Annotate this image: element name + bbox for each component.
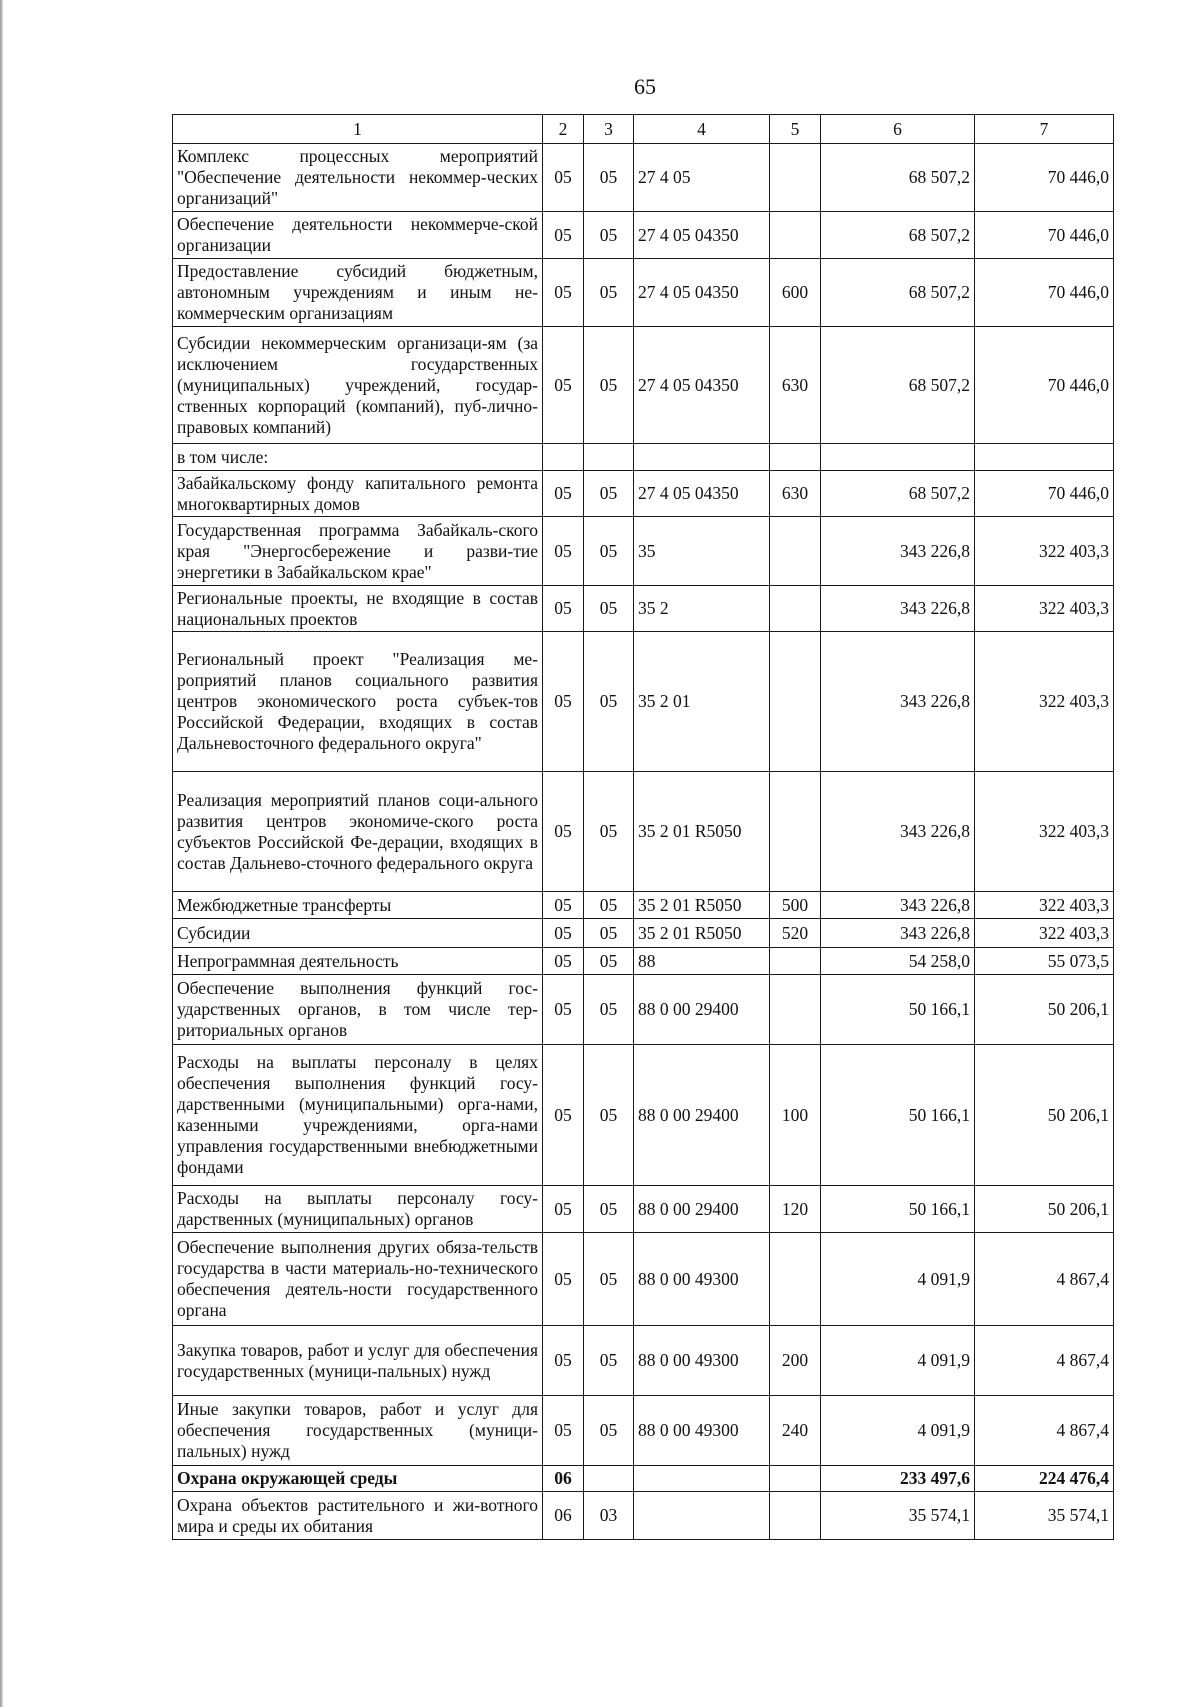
row-expense-type bbox=[770, 144, 821, 212]
row-amount-year-2: 322 403,3 bbox=[975, 632, 1114, 772]
row-section: 06 bbox=[543, 1492, 584, 1540]
table-header-row bbox=[173, 115, 1114, 144]
table-row bbox=[173, 919, 1114, 948]
row-amount-year-1: 50 166,1 bbox=[821, 975, 975, 1045]
row-amount-year-2: 224 476,4 bbox=[975, 1466, 1114, 1492]
row-amount-year-2: 55 073,5 bbox=[975, 948, 1114, 975]
table-row bbox=[173, 948, 1114, 975]
table-row bbox=[173, 1492, 1114, 1540]
row-target-article: 27 4 05 04350 bbox=[634, 471, 770, 517]
row-subsection bbox=[584, 1466, 634, 1492]
table-row bbox=[173, 1396, 1114, 1466]
row-subsection: 05 bbox=[584, 632, 634, 772]
row-subsection: 05 bbox=[584, 892, 634, 919]
row-amount-year-1: 68 507,2 bbox=[821, 212, 975, 259]
table-row bbox=[173, 975, 1114, 1045]
row-amount-year-1: 68 507,2 bbox=[821, 471, 975, 517]
row-section: 05 bbox=[543, 517, 584, 586]
row-expense-type: 100 bbox=[770, 1045, 821, 1186]
row-amount-year-1: 343 226,8 bbox=[821, 632, 975, 772]
row-section: 05 bbox=[543, 772, 584, 892]
row-amount-year-2: 70 446,0 bbox=[975, 259, 1114, 327]
row-expense-type: 600 bbox=[770, 259, 821, 327]
row-expense-type bbox=[770, 1466, 821, 1492]
row-amount-year-1: 4 091,9 bbox=[821, 1233, 975, 1326]
table-row bbox=[173, 327, 1114, 444]
row-target-article: 88 0 00 29400 bbox=[634, 1045, 770, 1186]
row-section: 05 bbox=[543, 632, 584, 772]
row-section: 05 bbox=[543, 948, 584, 975]
row-name: Закупка товаров, работ и услуг для обеспечения государственных (муници-пальных) нужд bbox=[173, 1326, 543, 1396]
row-amount-year-1: 50 166,1 bbox=[821, 1045, 975, 1186]
row-target-article: 27 4 05 04350 bbox=[634, 212, 770, 259]
row-target-article: 27 4 05 04350 bbox=[634, 259, 770, 327]
row-section: 05 bbox=[543, 1045, 584, 1186]
row-name: Охрана окружающей среды bbox=[173, 1466, 543, 1492]
row-name: Обеспечение выполнения функций гос-ударственных органов, в том числе тер-риториальных органов bbox=[173, 975, 543, 1045]
row-amount-year-2: 70 446,0 bbox=[975, 144, 1114, 212]
row-target-article: 88 bbox=[634, 948, 770, 975]
row-expense-type bbox=[770, 444, 821, 471]
row-section: 05 bbox=[543, 212, 584, 259]
row-amount-year-2: 50 206,1 bbox=[975, 1186, 1114, 1233]
row-subsection: 05 bbox=[584, 772, 634, 892]
table-row bbox=[173, 444, 1114, 471]
row-expense-type: 630 bbox=[770, 471, 821, 517]
row-expense-type: 200 bbox=[770, 1326, 821, 1396]
row-name: Субсидии некоммерческим организаци-ям (за исключением государственных (муниципальных) учреждений, государ-ственных корпораций (компаний), пуб-лично-правовых компаний) bbox=[173, 327, 543, 444]
row-expense-type: 240 bbox=[770, 1396, 821, 1466]
row-subsection: 05 bbox=[584, 948, 634, 975]
row-expense-type bbox=[770, 1492, 821, 1540]
row-name: Непрограммная деятельность bbox=[173, 948, 543, 975]
row-subsection: 05 bbox=[584, 919, 634, 948]
row-target-article bbox=[634, 1466, 770, 1492]
row-amount-year-2: 4 867,4 bbox=[975, 1233, 1114, 1326]
row-section: 05 bbox=[543, 471, 584, 517]
row-amount-year-2: 70 446,0 bbox=[975, 212, 1114, 259]
row-section: 05 bbox=[543, 327, 584, 444]
header-cell-2: 2 bbox=[543, 115, 584, 144]
row-section: 05 bbox=[543, 144, 584, 212]
table-row bbox=[173, 1186, 1114, 1233]
row-section: 05 bbox=[543, 975, 584, 1045]
row-target-article bbox=[634, 1492, 770, 1540]
row-subsection bbox=[584, 444, 634, 471]
table-row bbox=[173, 1045, 1114, 1186]
row-expense-type bbox=[770, 586, 821, 632]
row-amount-year-1: 233 497,6 bbox=[821, 1466, 975, 1492]
row-section: 05 bbox=[543, 892, 584, 919]
row-expense-type bbox=[770, 212, 821, 259]
row-amount-year-2: 70 446,0 bbox=[975, 471, 1114, 517]
row-amount-year-2: 322 403,3 bbox=[975, 772, 1114, 892]
row-expense-type bbox=[770, 948, 821, 975]
row-subsection: 05 bbox=[584, 586, 634, 632]
row-expense-type bbox=[770, 517, 821, 586]
row-amount-year-2 bbox=[975, 444, 1114, 471]
row-amount-year-1: 343 226,8 bbox=[821, 919, 975, 948]
header-cell-7: 7 bbox=[975, 115, 1114, 144]
table-row bbox=[173, 517, 1114, 586]
row-target-article: 88 0 00 49300 bbox=[634, 1233, 770, 1326]
row-target-article: 35 2 01 R5050 bbox=[634, 772, 770, 892]
row-name: Реализация мероприятий планов соци-ального развития центров экономиче-ского роста субъектов Российской Фе-дерации, входящих в состав Дальнево-сточного федерального округа bbox=[173, 772, 543, 892]
header-cell-3: 3 bbox=[584, 115, 634, 144]
row-expense-type bbox=[770, 1233, 821, 1326]
row-section bbox=[543, 444, 584, 471]
row-subsection: 05 bbox=[584, 471, 634, 517]
row-amount-year-2: 4 867,4 bbox=[975, 1396, 1114, 1466]
row-subsection: 05 bbox=[584, 144, 634, 212]
row-name: в том числе: bbox=[173, 444, 543, 471]
row-amount-year-2: 322 403,3 bbox=[975, 892, 1114, 919]
row-name: Иные закупки товаров, работ и услуг для обеспечения государственных (муници-пальных) нужд bbox=[173, 1396, 543, 1466]
row-target-article: 35 2 01 R5050 bbox=[634, 919, 770, 948]
row-subsection: 05 bbox=[584, 1396, 634, 1466]
header-cell-4: 4 bbox=[634, 115, 770, 144]
row-amount-year-1: 50 166,1 bbox=[821, 1186, 975, 1233]
row-subsection: 05 bbox=[584, 327, 634, 444]
row-amount-year-1: 4 091,9 bbox=[821, 1396, 975, 1466]
row-target-article bbox=[634, 444, 770, 471]
row-name: Региональные проекты, не входящие в состав национальных проектов bbox=[173, 586, 543, 632]
row-amount-year-1 bbox=[821, 444, 975, 471]
row-amount-year-1: 68 507,2 bbox=[821, 259, 975, 327]
page-number: 65 bbox=[634, 74, 656, 99]
row-amount-year-2: 35 574,1 bbox=[975, 1492, 1114, 1540]
scan-edge bbox=[0, 0, 3, 1707]
row-subsection: 05 bbox=[584, 1233, 634, 1326]
row-name: Расходы на выплаты персоналу в целях обеспечения выполнения функций госу-дарственными (муниципальными) орга-нами, казенными учреждениями, орга-нами управления государственными внебюджетными фондами bbox=[173, 1045, 543, 1186]
row-target-article: 27 4 05 bbox=[634, 144, 770, 212]
row-subsection: 05 bbox=[584, 517, 634, 586]
row-amount-year-2: 322 403,3 bbox=[975, 517, 1114, 586]
row-amount-year-2: 50 206,1 bbox=[975, 975, 1114, 1045]
row-amount-year-1: 4 091,9 bbox=[821, 1326, 975, 1396]
table-row bbox=[173, 772, 1114, 892]
row-amount-year-2: 50 206,1 bbox=[975, 1045, 1114, 1186]
row-name: Государственная программа Забайкаль-ского края "Энергосбережение и разви-тие энергетики в Забайкальском крае" bbox=[173, 517, 543, 586]
row-expense-type bbox=[770, 975, 821, 1045]
row-amount-year-1: 343 226,8 bbox=[821, 772, 975, 892]
row-target-article: 88 0 00 49300 bbox=[634, 1396, 770, 1466]
header-cell-6: 6 bbox=[821, 115, 975, 144]
row-target-article: 88 0 00 49300 bbox=[634, 1326, 770, 1396]
row-section: 05 bbox=[543, 586, 584, 632]
row-subsection: 05 bbox=[584, 1326, 634, 1396]
row-target-article: 35 bbox=[634, 517, 770, 586]
row-amount-year-2: 322 403,3 bbox=[975, 919, 1114, 948]
header-cell-5: 5 bbox=[770, 115, 821, 144]
row-name: Охрана объектов растительного и жи-вотного мира и среды их обитания bbox=[173, 1492, 543, 1540]
row-amount-year-1: 343 226,8 bbox=[821, 586, 975, 632]
row-expense-type: 120 bbox=[770, 1186, 821, 1233]
row-amount-year-2: 322 403,3 bbox=[975, 586, 1114, 632]
table-row bbox=[173, 1326, 1114, 1396]
row-name: Региональный проект "Реализация ме-роприятий планов социального развития центров экономического роста субъек-тов Российской Федерации, входящих в состав Дальневосточного федерального округа" bbox=[173, 632, 543, 772]
table-row bbox=[173, 259, 1114, 327]
table-row bbox=[173, 586, 1114, 632]
table-row bbox=[173, 892, 1114, 919]
table-row bbox=[173, 1466, 1114, 1492]
table-row bbox=[173, 212, 1114, 259]
table-row bbox=[173, 632, 1114, 772]
row-amount-year-2: 4 867,4 bbox=[975, 1326, 1114, 1396]
row-section: 05 bbox=[543, 1326, 584, 1396]
row-expense-type bbox=[770, 632, 821, 772]
row-name: Субсидии bbox=[173, 919, 543, 948]
row-expense-type: 500 bbox=[770, 892, 821, 919]
row-amount-year-1: 68 507,2 bbox=[821, 144, 975, 212]
row-amount-year-2: 70 446,0 bbox=[975, 327, 1114, 444]
row-name: Предоставление субсидий бюджетным, автономным учреждениям и иным не-коммерческим организациям bbox=[173, 259, 543, 327]
row-amount-year-1: 54 258,0 bbox=[821, 948, 975, 975]
row-expense-type: 630 bbox=[770, 327, 821, 444]
table-row bbox=[173, 144, 1114, 212]
row-subsection: 05 bbox=[584, 259, 634, 327]
row-expense-type: 520 bbox=[770, 919, 821, 948]
row-section: 05 bbox=[543, 1186, 584, 1233]
table-row bbox=[173, 471, 1114, 517]
row-name: Обеспечение деятельности некоммерче-ской организации bbox=[173, 212, 543, 259]
row-section: 05 bbox=[543, 1233, 584, 1326]
row-target-article: 88 0 00 29400 bbox=[634, 1186, 770, 1233]
row-target-article: 35 2 bbox=[634, 586, 770, 632]
row-subsection: 05 bbox=[584, 212, 634, 259]
row-target-article: 88 0 00 29400 bbox=[634, 975, 770, 1045]
row-target-article: 35 2 01 R5050 bbox=[634, 892, 770, 919]
row-amount-year-1: 35 574,1 bbox=[821, 1492, 975, 1540]
row-subsection: 05 bbox=[584, 1045, 634, 1186]
header-cell-1: 1 bbox=[173, 115, 543, 144]
row-subsection: 03 bbox=[584, 1492, 634, 1540]
row-name: Комплекс процессных мероприятий "Обеспечение деятельности некоммер-ческих организаций" bbox=[173, 144, 543, 212]
row-amount-year-1: 343 226,8 bbox=[821, 517, 975, 586]
row-amount-year-1: 68 507,2 bbox=[821, 327, 975, 444]
row-name: Забайкальскому фонду капитального ремонта многоквартирных домов bbox=[173, 471, 543, 517]
row-amount-year-1: 343 226,8 bbox=[821, 892, 975, 919]
row-section: 06 bbox=[543, 1466, 584, 1492]
row-section: 05 bbox=[543, 259, 584, 327]
budget-table bbox=[172, 114, 1114, 1540]
row-name: Обеспечение выполнения других обяза-тельств государства в части материаль-но-технического обеспечения деятель-ности государственного органа bbox=[173, 1233, 543, 1326]
row-subsection: 05 bbox=[584, 1186, 634, 1233]
table-row bbox=[173, 1233, 1114, 1326]
row-expense-type bbox=[770, 772, 821, 892]
row-name: Межбюджетные трансферты bbox=[173, 892, 543, 919]
row-name: Расходы на выплаты персоналу госу-дарственных (муниципальных) органов bbox=[173, 1186, 543, 1233]
row-section: 05 bbox=[543, 1396, 584, 1466]
row-target-article: 27 4 05 04350 bbox=[634, 327, 770, 444]
row-subsection: 05 bbox=[584, 975, 634, 1045]
row-section: 05 bbox=[543, 919, 584, 948]
row-target-article: 35 2 01 bbox=[634, 632, 770, 772]
